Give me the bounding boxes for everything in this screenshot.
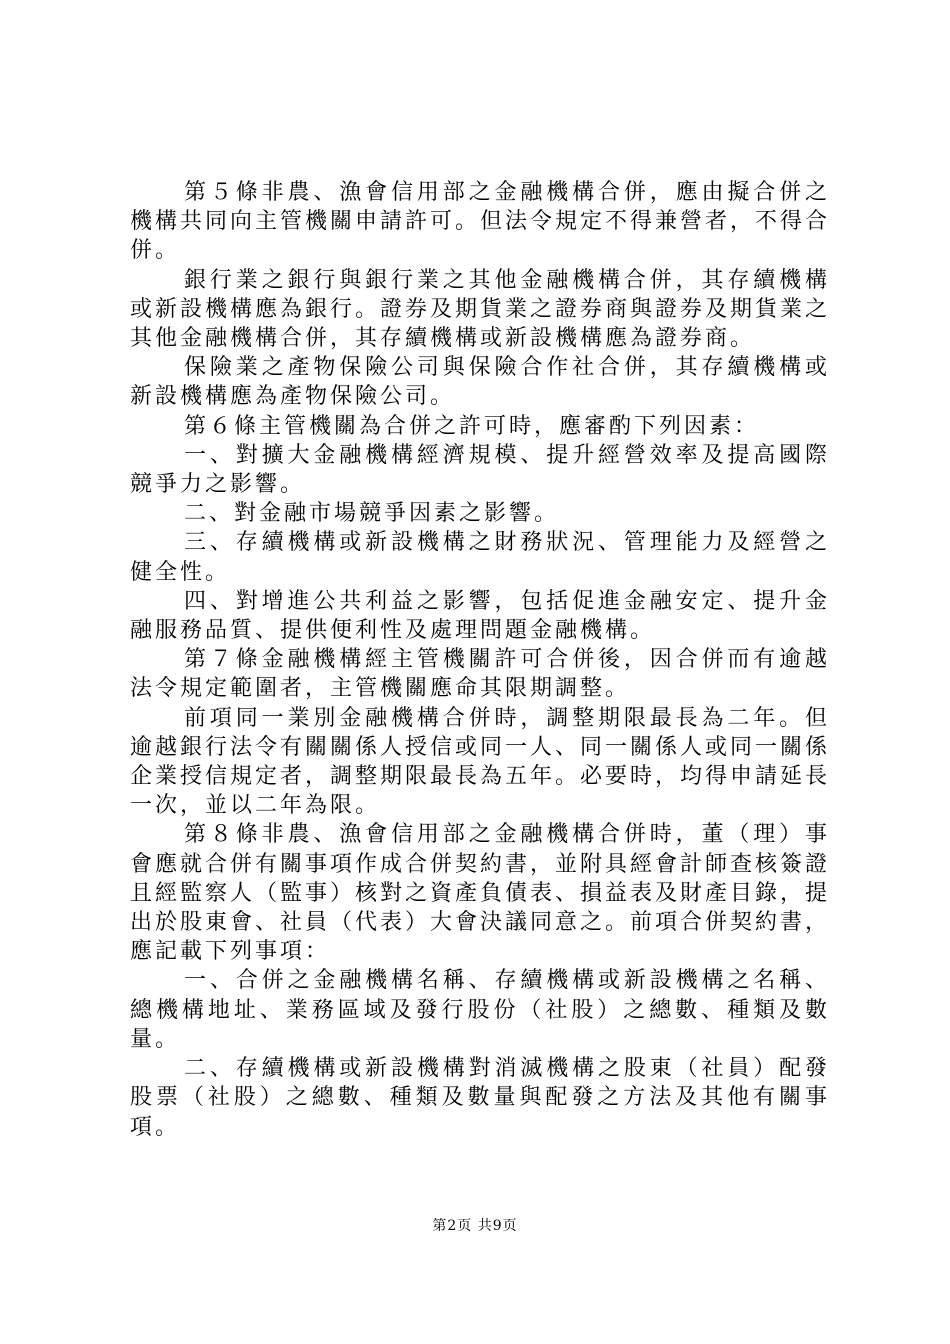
paragraph-contract-item-1: 一、合併之金融機構名稱、存續機構或新設機構之名稱、總機構地址、業務區域及發行股份（社股）之總數、種類及數量。	[130, 968, 830, 1052]
paragraph-article-7: 第７條金融機構經主管機關許可合併後，因合併而有逾越法令規定範圍者，主管機關應命其限期調整。	[130, 647, 830, 702]
paragraph-contract-item-2: 二、存續機構或新設機構對消滅機構之股東（社員）配發股票（社股）之總數、種類及數量與配發之方法及其他有關事項。	[130, 1056, 830, 1140]
paragraph-factor-1: 一、對擴大金融機構經濟規模、提升經營效率及提高國際競爭力之影響。	[130, 442, 830, 498]
page-number-footer: 第2页 共9页	[432, 1218, 518, 1234]
paragraph-factor-2: 二、對金融市場競爭因素之影響。	[184, 501, 560, 527]
paragraph-insurance-merger: 保險業之產物保險公司與保險合作社合併，其存續機構或新設機構應為產物保險公司。	[130, 355, 830, 410]
paragraph-article-5: 第５條非農、漁會信用部之金融機構合併，應由擬合併之機構共同向主管機關申請許可。但法令規定不得兼營者，不得合併。	[130, 180, 831, 264]
paragraph-banking-merger: 銀行業之銀行與銀行業之其他金融機構合併，其存續機構或新設機構應為銀行。證券及期貨業之證券商與證券及期貨業之其他金融機構合併，其存續機構或新設機構應為證券商。	[130, 267, 831, 352]
paragraph-factor-3: 三、存續機構或新設機構之財務狀況、管理能力及經營之健全性。	[130, 530, 830, 585]
paragraph-article-6: 第６條主管機關為合併之許可時，應審酌下列因素：	[184, 413, 760, 439]
paragraph-adjustment-period: 前項同一業別金融機構合併時，調整期限最長為二年。但逾越銀行法令有關關係人授信或同一人、同一關係人或同一關係企業授信規定者，調整期限最長為五年。必要時，均得申請延長一次，並以二年為限。	[130, 705, 831, 819]
paragraph-article-8: 第８條非農、漁會信用部之金融機構合併時，董（理）事會應就合併有關事項作成合併契約書，並附具經會計師查核簽證且經監察人（監事）核對之資產負債表、損益表及財產目錄，提出於股東會、社員（代表）大會決議同意之。前項合併契約書，應記載下列事項：	[130, 822, 831, 965]
document-body	[130, 178, 830, 1142]
paragraph-factor-4: 四、對增進公共利益之影響，包括促進金融安定、提升金融服務品質、提供便利性及處理問題金融機構。	[130, 588, 830, 644]
